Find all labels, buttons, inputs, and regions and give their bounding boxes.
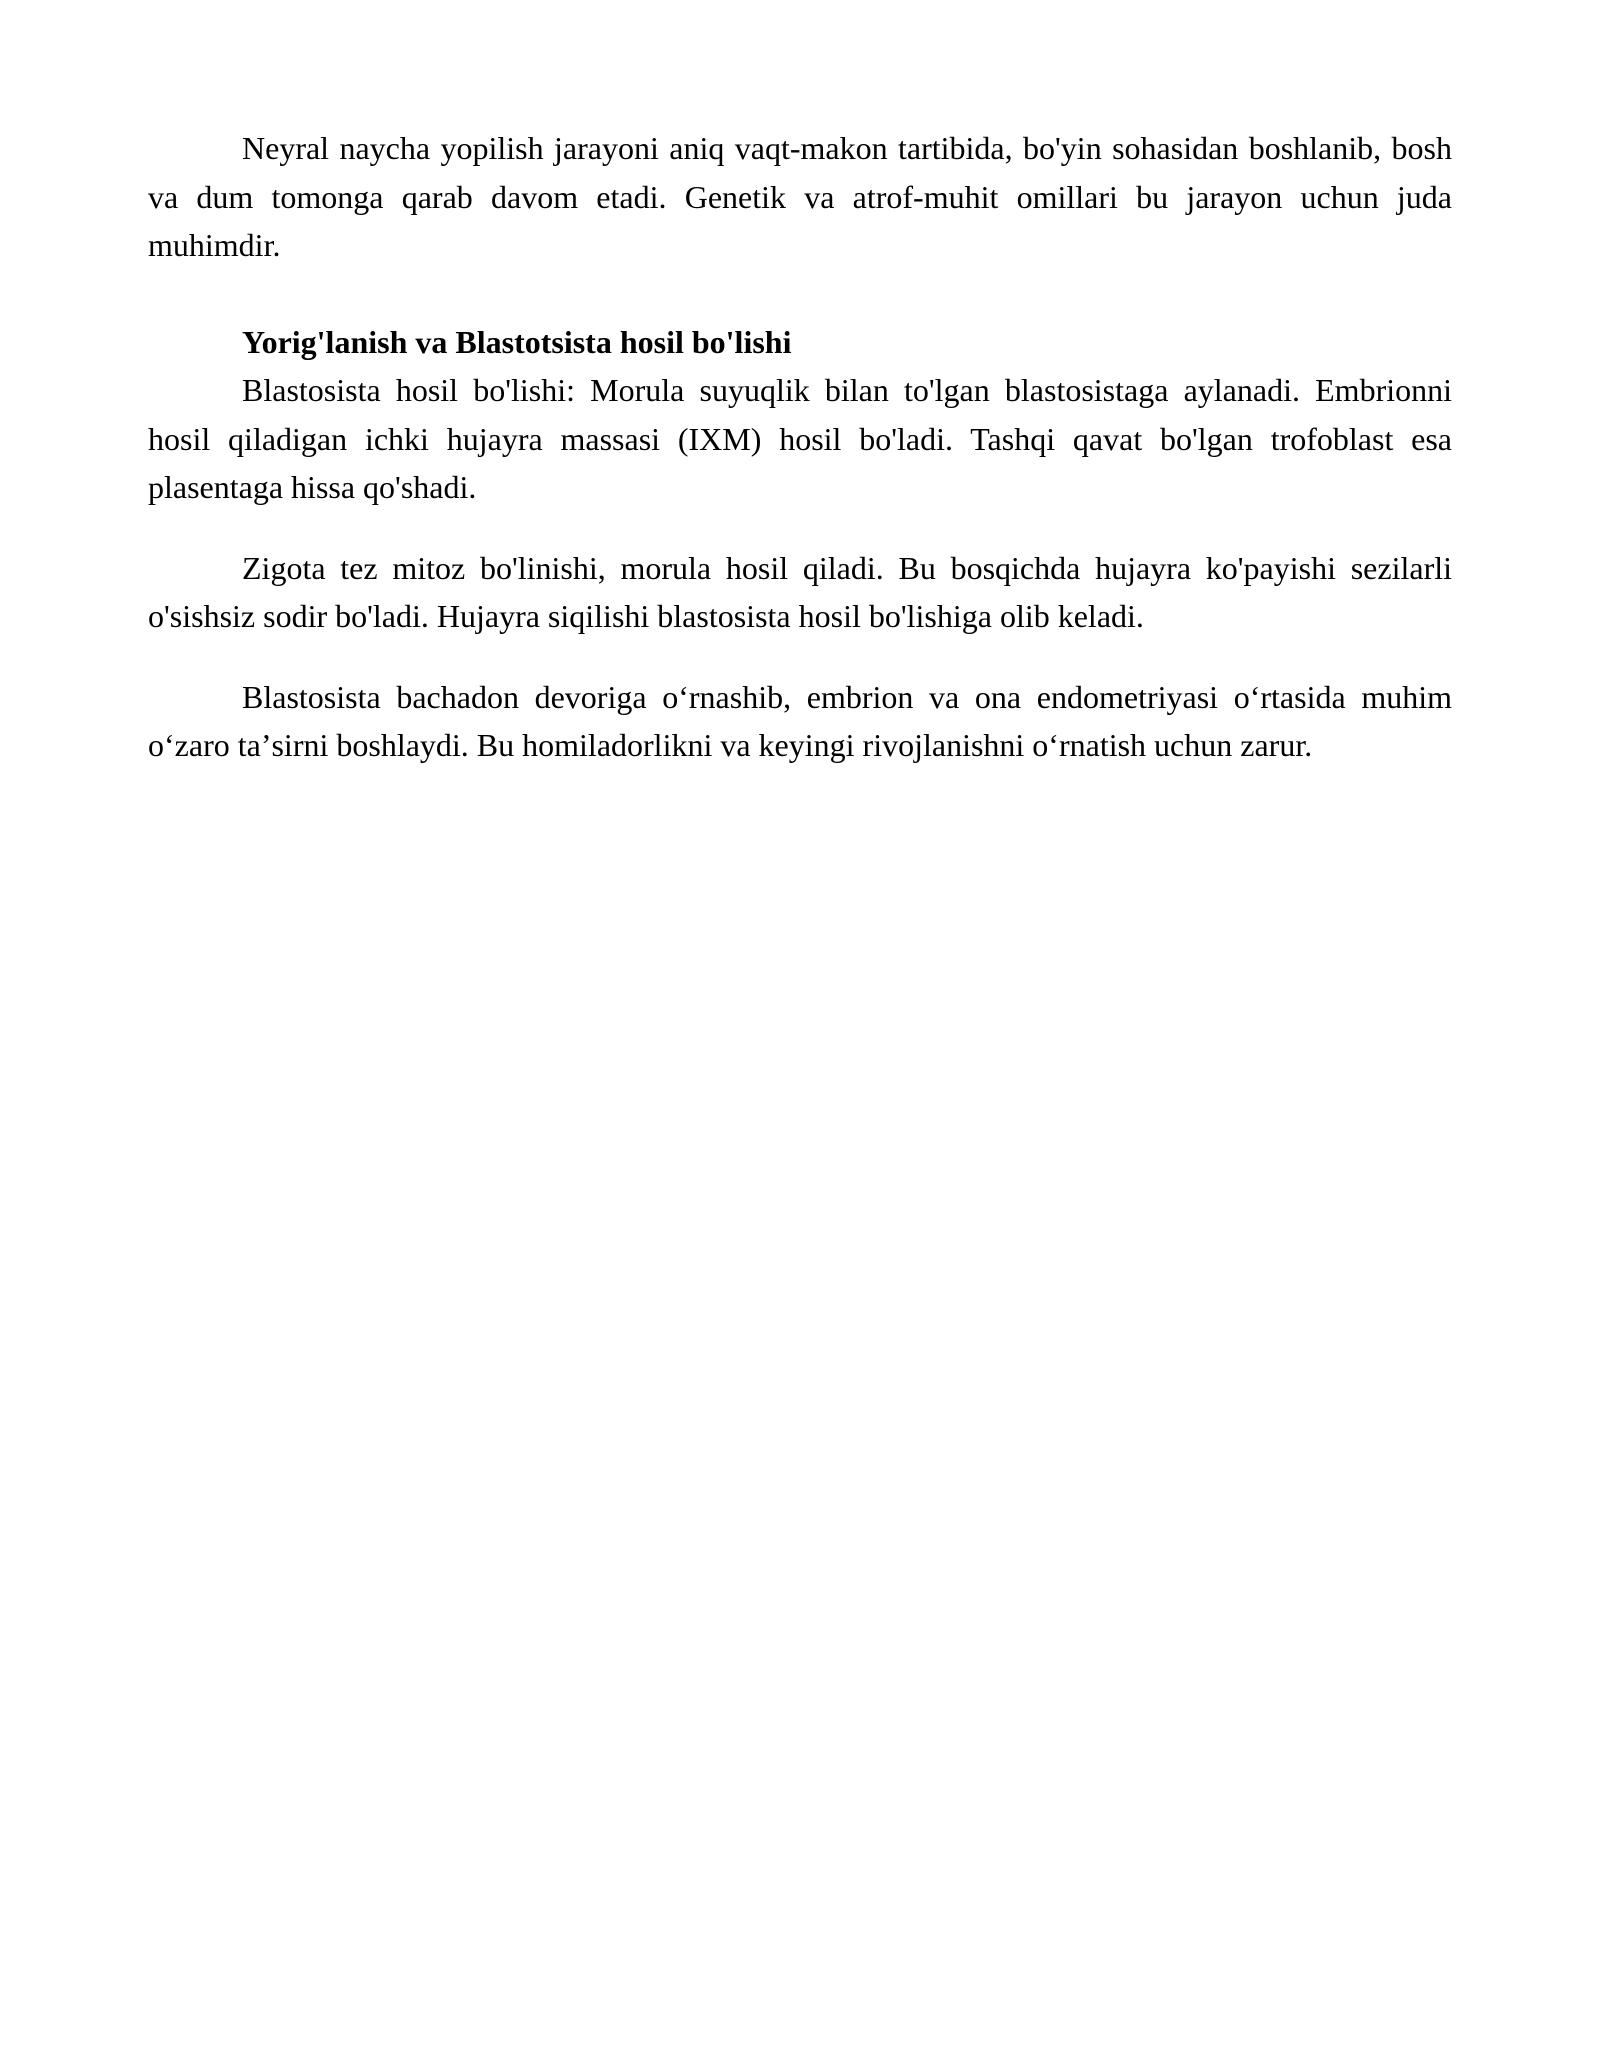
paragraph-implantation: Blastosista bachadon devoriga oʻrnashib, embrion va ona endometriyasi oʻrtasida muhim oʻzaro taʼsirni boshlaydi. Bu homiladorlikni va keyingi rivojlanishni oʻrnatish uchun zarur.: [148, 678, 1452, 763]
document-body: [148, 124, 1452, 770]
paragraph-neural-tube: Neyral naycha yopilish jarayoni aniq vaqt-makon tartibida, bo'yin sohasidan boshlanib, bosh va dum tomonga qarab davom etadi. Genetik va atrof-muhit omillari bu jarayon uchun juda muhimdir.: [148, 130, 1452, 263]
paragraph-zygote-cleavage: Zigota tez mitoz bo'linishi, morula hosil qiladi. Bu bosqichda hujayra ko'payishi sezilarli o'sishsiz sodir bo'ladi. Hujayra siqilishi blastosista hosil bo'lishiga olib keladi.: [148, 549, 1452, 634]
paragraph-blastocyst-formation: Blastosista hosil bo'lishi: Morula suyuqlik bilan to'lgan blastosistaga aylanadi. Embrionni hosil qiladigan ichki hujayra massasi (IXM) hosil bo'ladi. Tashqi qavat bo'lgan trofoblast esa plasentaga hissa qo'shadi.: [148, 372, 1452, 505]
section-heading: Yorig'lanish va Blastotsista hosil bo'lishi: [242, 323, 792, 360]
